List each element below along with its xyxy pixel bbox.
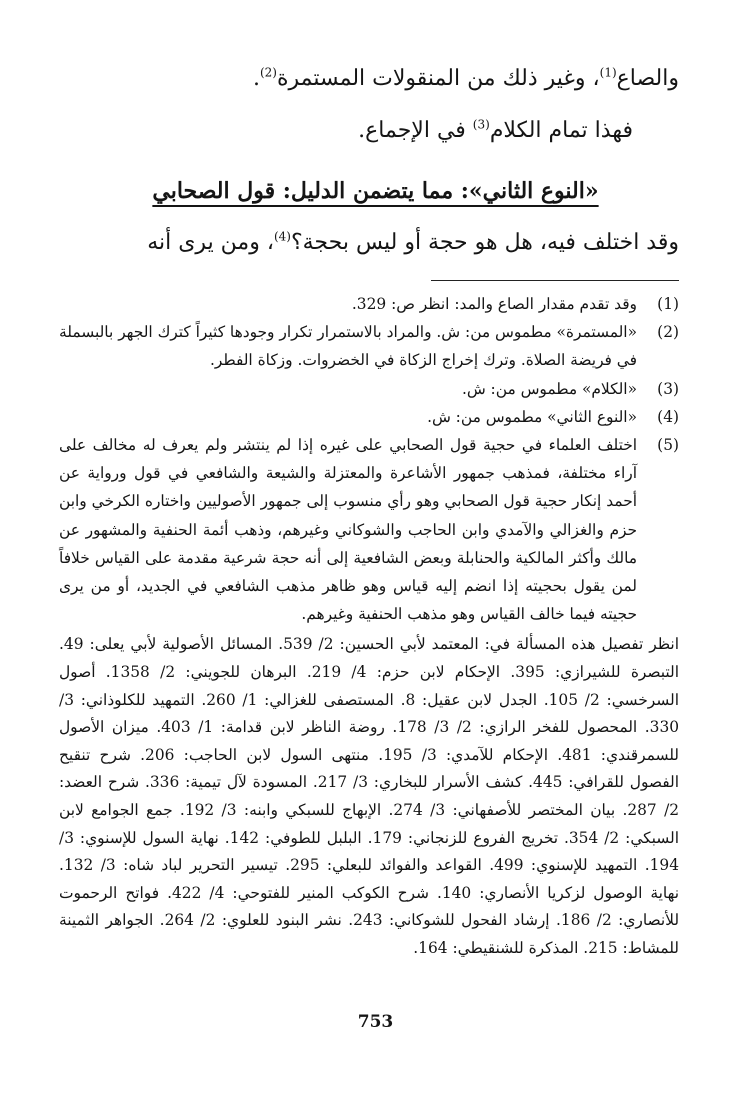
footnote-5 xyxy=(59,431,679,628)
section-heading xyxy=(0,174,751,208)
line-2-end: في الإجماع. xyxy=(358,118,473,143)
footnote-number: (3) xyxy=(657,379,679,398)
footnote-text: «النوع الثاني» مطموس من: ش. xyxy=(427,407,637,426)
footnote-number: (4) xyxy=(657,407,679,426)
main-text-line-1 xyxy=(39,62,679,96)
footnote-text: «المستمرة» مطموس من: ش. والمراد بالاستمرار تكرار وجودها كثيراً كترك الجهر بالبسملة في فريضة الصلاة. وترك إخراج الزكاة في الخضروات. وزكاة الفطر. xyxy=(59,323,637,370)
line-1-start: والصاع xyxy=(616,66,679,91)
section-heading-text: «النوع الثاني»: مما يتضمن الدليل: قول الصحابي xyxy=(152,178,599,204)
footnote-1 xyxy=(59,290,679,318)
line-2-start: فهذا تمام الكلام xyxy=(489,118,633,143)
footnotes xyxy=(59,290,679,963)
footnote-2 xyxy=(59,318,679,374)
footnote-number: (2) xyxy=(657,323,679,342)
footnote-text: «الكلام» مطموس من: ش. xyxy=(461,379,637,398)
line-3-end: ، ومن يرى أنه xyxy=(147,230,274,255)
footnote-marker-1[interactable]: (1) xyxy=(599,65,617,80)
footnote-text: وقد تقدم مقدار الصاع والمد: انظر ص: 329. xyxy=(351,295,637,313)
footnote-text: اختلف العلماء في حجية قول الصحابي على غيره إذا لم ينتشر ولم يعرف له مخالف على آراء مختلفة، فمذهب جمهور الأشاعرة والمعتزلة والشيعة والشافعي في قول ورواية عن أحمد إنكار حجية قول الصحابي وهو رأي منسوب إلى جمهور الأصوليين واختاره الكرخي وابن حزم والغزالي والآمدي وابن الحاجب والشوكاني وغيرهم، وذهب أئمة الحنفية والمشهور عن مالك وأكثر المالكية والحنابلة وبعض الشافعية إلى أنه حجة شرعية مقدمة على القياس خلافاً لمن يقول بحجيته إذا انضم إليه قياس وهو ظاهر مذهب الشافعي في الجديد، أو من يرى حجيته فيما خالف القياس وهو مذهب الحنفية وغيرهم. xyxy=(59,436,637,624)
footnote-number: (5) xyxy=(657,436,679,455)
page-number: 753 xyxy=(357,1012,394,1032)
line-3-start: وقد اختلف فيه، هل هو حجة أو ليس بحجة؟ xyxy=(290,230,679,255)
footnote-references: انظر تفصيل هذه المسألة في: المعتمد لأبي الحسين: 2/ 539. المسائل الأصولية لأبي يعلى: 49. التبصرة للشيرازي: 395. الإحكام لابن حزم: 4/ 219. البرهان للجويني: 2/ 1358. أصول السرخسي: 2/ 105. الجدل لابن عقيل: 8. المستصفى للغزالي: 1/ 260. التمهيد للكلوذاني: 3/ 330. المحصول للفخر الرازي: 2/ 3/ 178. روضة الناظر لابن قدامة: 1/ 403. ميزان الأصول للسمرقندي: 481. الإحكام للآمدي: 3/ 195. منتهى السول لابن الحاجب: 206. شرح تنقيح الفصول للقرافي: 445. كشف الأسرار للبخاري: 3/ 217. المسودة لآل تيمية: 336. شرح العضد: 2/ 287. بيان المختصر للأصفهاني: 3/ 274. الإبهاج للسبكي وابنه: 3/ 192. جمع الجوامع لابن السبكي: 2/ 354. تخريج الفروع للزنجاني: 179. البلبل للطوفي: 142. نهاية السول للإسنوي: 3/ 194. التمهيد للإسنوي: 499. القواعد والفوائد للبعلي: 295. تيسير التحرير لباد شاه: 3/ 132. نهاية الوصول لزكريا الأنصاري: 140. شرح الكوكب المنير للفتوحي: 4/ 422. فواتح الرحموت للأنصاري: 2/ 186. إرشاد الفحول للشوكاني: 243. نشر البنود للعلوي: 2/ 264. الجواهر الثمينة للمشاط: 215. المذكرة للشنقيطي: 164. xyxy=(59,635,680,957)
main-text-line-2 xyxy=(39,114,633,148)
footnote-marker-4[interactable]: (4) xyxy=(273,229,291,244)
footnote-number: (1) xyxy=(657,295,679,313)
line-1-middle: ، وغير ذلك من المنقولات المستمرة xyxy=(276,66,600,91)
footnote-separator xyxy=(431,280,679,281)
footnote-marker-3[interactable]: (3) xyxy=(472,117,490,132)
line-1-end: . xyxy=(252,66,260,91)
footnote-4 xyxy=(59,403,679,431)
main-text-line-3 xyxy=(39,226,679,260)
footnote-3 xyxy=(59,375,679,403)
footnote-marker-2[interactable]: (2) xyxy=(259,65,277,80)
